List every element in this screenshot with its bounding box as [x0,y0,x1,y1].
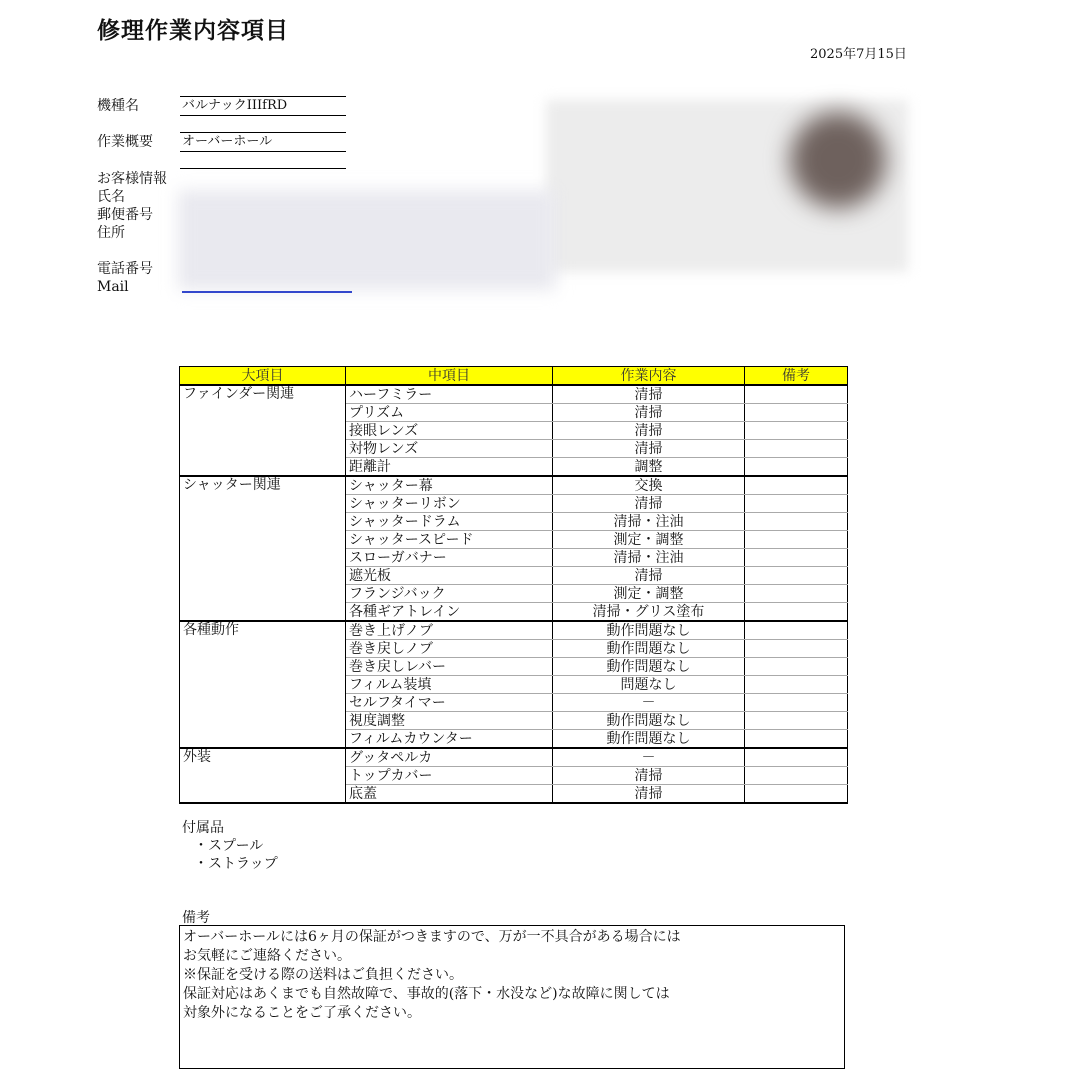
remarks-cell [745,458,848,477]
phone-label: 電話番号 [97,261,153,277]
work-content: 交換 [553,476,745,495]
remarks-cell [745,495,848,513]
sub-item: 巻き戻しノブ [346,640,553,658]
sub-item: プリズム [346,404,553,422]
work-content: 動作問題なし [553,658,745,676]
accessories-section [182,819,278,873]
remarks-cell [745,767,848,785]
model-label: 機種名 [97,98,139,114]
accessories-label: 付属品 [182,820,224,836]
group-name: 外装 [180,748,346,803]
name-label: 氏名 [97,189,125,205]
work-content: 動作問題なし [553,640,745,658]
sub-item: 対物レンズ [346,440,553,458]
sub-item: 接眼レンズ [346,422,553,440]
work-summary-label: 作業概要 [97,134,153,150]
remarks-cell [745,748,848,767]
accessory-item: ・ストラップ [194,856,278,872]
notes-line: ※保証を受ける際の送料はご負担ください。 [183,967,463,983]
address-label: 住所 [97,225,125,241]
work-content: 測定・調整 [553,531,745,549]
work-content: 動作問題なし [553,712,745,730]
customer-field-line [180,168,346,169]
remarks-cell [745,603,848,622]
remarks-cell [745,440,848,458]
sub-item: ハーフミラー [346,385,553,404]
table-row [180,748,848,767]
remarks-cell [745,513,848,531]
mail-label: Mail [97,279,129,295]
work-content: － [553,694,745,712]
work-content: 調整 [553,458,745,477]
table-row [180,385,848,404]
sub-item: グッタペルカ [346,748,553,767]
sub-item: フィルムカウンター [346,730,553,749]
sub-item: スローガバナー [346,549,553,567]
customer-info-label: お客様情報 [97,171,167,187]
sub-item: 底蓋 [346,785,553,804]
work-content: 清掃 [553,422,745,440]
header-remarks: 備考 [745,367,848,386]
header-sub-item: 中項目 [346,367,553,386]
work-content: 問題なし [553,676,745,694]
remarks-cell [745,676,848,694]
accessory-item: ・スプール [194,838,264,854]
sub-item: シャッター幕 [346,476,553,495]
sub-item: セルフタイマー [346,694,553,712]
remarks-cell [745,567,848,585]
header-work-content: 作業内容 [553,367,745,386]
sub-item: フィルム装填 [346,676,553,694]
sub-item: シャッターリボン [346,495,553,513]
sub-item: シャッタースピード [346,531,553,549]
group-name: 各種動作 [180,621,346,748]
work-items-table [179,366,848,804]
sub-item: 各種ギアトレイン [346,603,553,622]
sub-item: 視度調整 [346,712,553,730]
work-content: 清掃・注油 [553,549,745,567]
document-date: 2025年7月15日 [810,47,907,62]
document-title: 修理作業内容項目 [97,18,289,44]
remarks-cell [745,730,848,749]
work-summary-field: オーバーホール [180,132,346,152]
remarks-cell [745,476,848,495]
notes-box [179,925,845,1069]
work-content: 清掃 [553,440,745,458]
sub-item: 巻き戻しレバー [346,658,553,676]
work-content: 清掃・注油 [553,513,745,531]
work-content: － [553,748,745,767]
remarks-cell [745,694,848,712]
remarks-cell [745,404,848,422]
work-content: 動作問題なし [553,730,745,749]
remarks-cell [745,531,848,549]
remarks-cell [745,658,848,676]
notes-label: 備考 [182,910,210,926]
model-field: バルナックIIIfRD [180,96,346,116]
notes-line: 対象外になることをご了承ください。 [183,1005,421,1021]
work-content: 清掃 [553,385,745,404]
work-content: 清掃・グリス塗布 [553,603,745,622]
remarks-cell [745,585,848,603]
sub-item: トップカバー [346,767,553,785]
table-header-row [180,367,848,386]
remarks-cell [745,621,848,640]
remarks-cell [745,640,848,658]
group-name: ファインダー関連 [180,385,346,476]
work-content: 清掃 [553,404,745,422]
remarks-cell [745,385,848,404]
notes-line: オーバーホールには6ヶ月の保証がつきますので、万が一不具合がある場合には [183,929,681,945]
group-name: シャッター関連 [180,476,346,621]
sub-item: フランジバック [346,585,553,603]
work-content: 動作問題なし [553,621,745,640]
remarks-cell [745,785,848,804]
table-row [180,621,848,640]
remarks-cell [745,549,848,567]
postal-code-label: 郵便番号 [97,207,153,223]
sub-item: 遮光板 [346,567,553,585]
work-content: 測定・調整 [553,585,745,603]
table-row [180,476,848,495]
work-content: 清掃 [553,767,745,785]
header-major-item: 大項目 [180,367,346,386]
remarks-cell [745,422,848,440]
sub-item: 距離計 [346,458,553,477]
redacted-mail-link[interactable] [182,291,352,293]
sub-item: シャッタードラム [346,513,553,531]
redacted-customer-details [178,190,556,290]
work-content: 清掃 [553,785,745,804]
redacted-seal [790,112,886,208]
notes-line: お気軽にご連絡ください。 [183,948,351,964]
remarks-cell [745,712,848,730]
sub-item: 巻き上げノブ [346,621,553,640]
work-content: 清掃 [553,495,745,513]
notes-line: 保証対応はあくまでも自然故障で、事故的(落下・水没など)な故障に関しては [183,986,670,1002]
work-content: 清掃 [553,567,745,585]
